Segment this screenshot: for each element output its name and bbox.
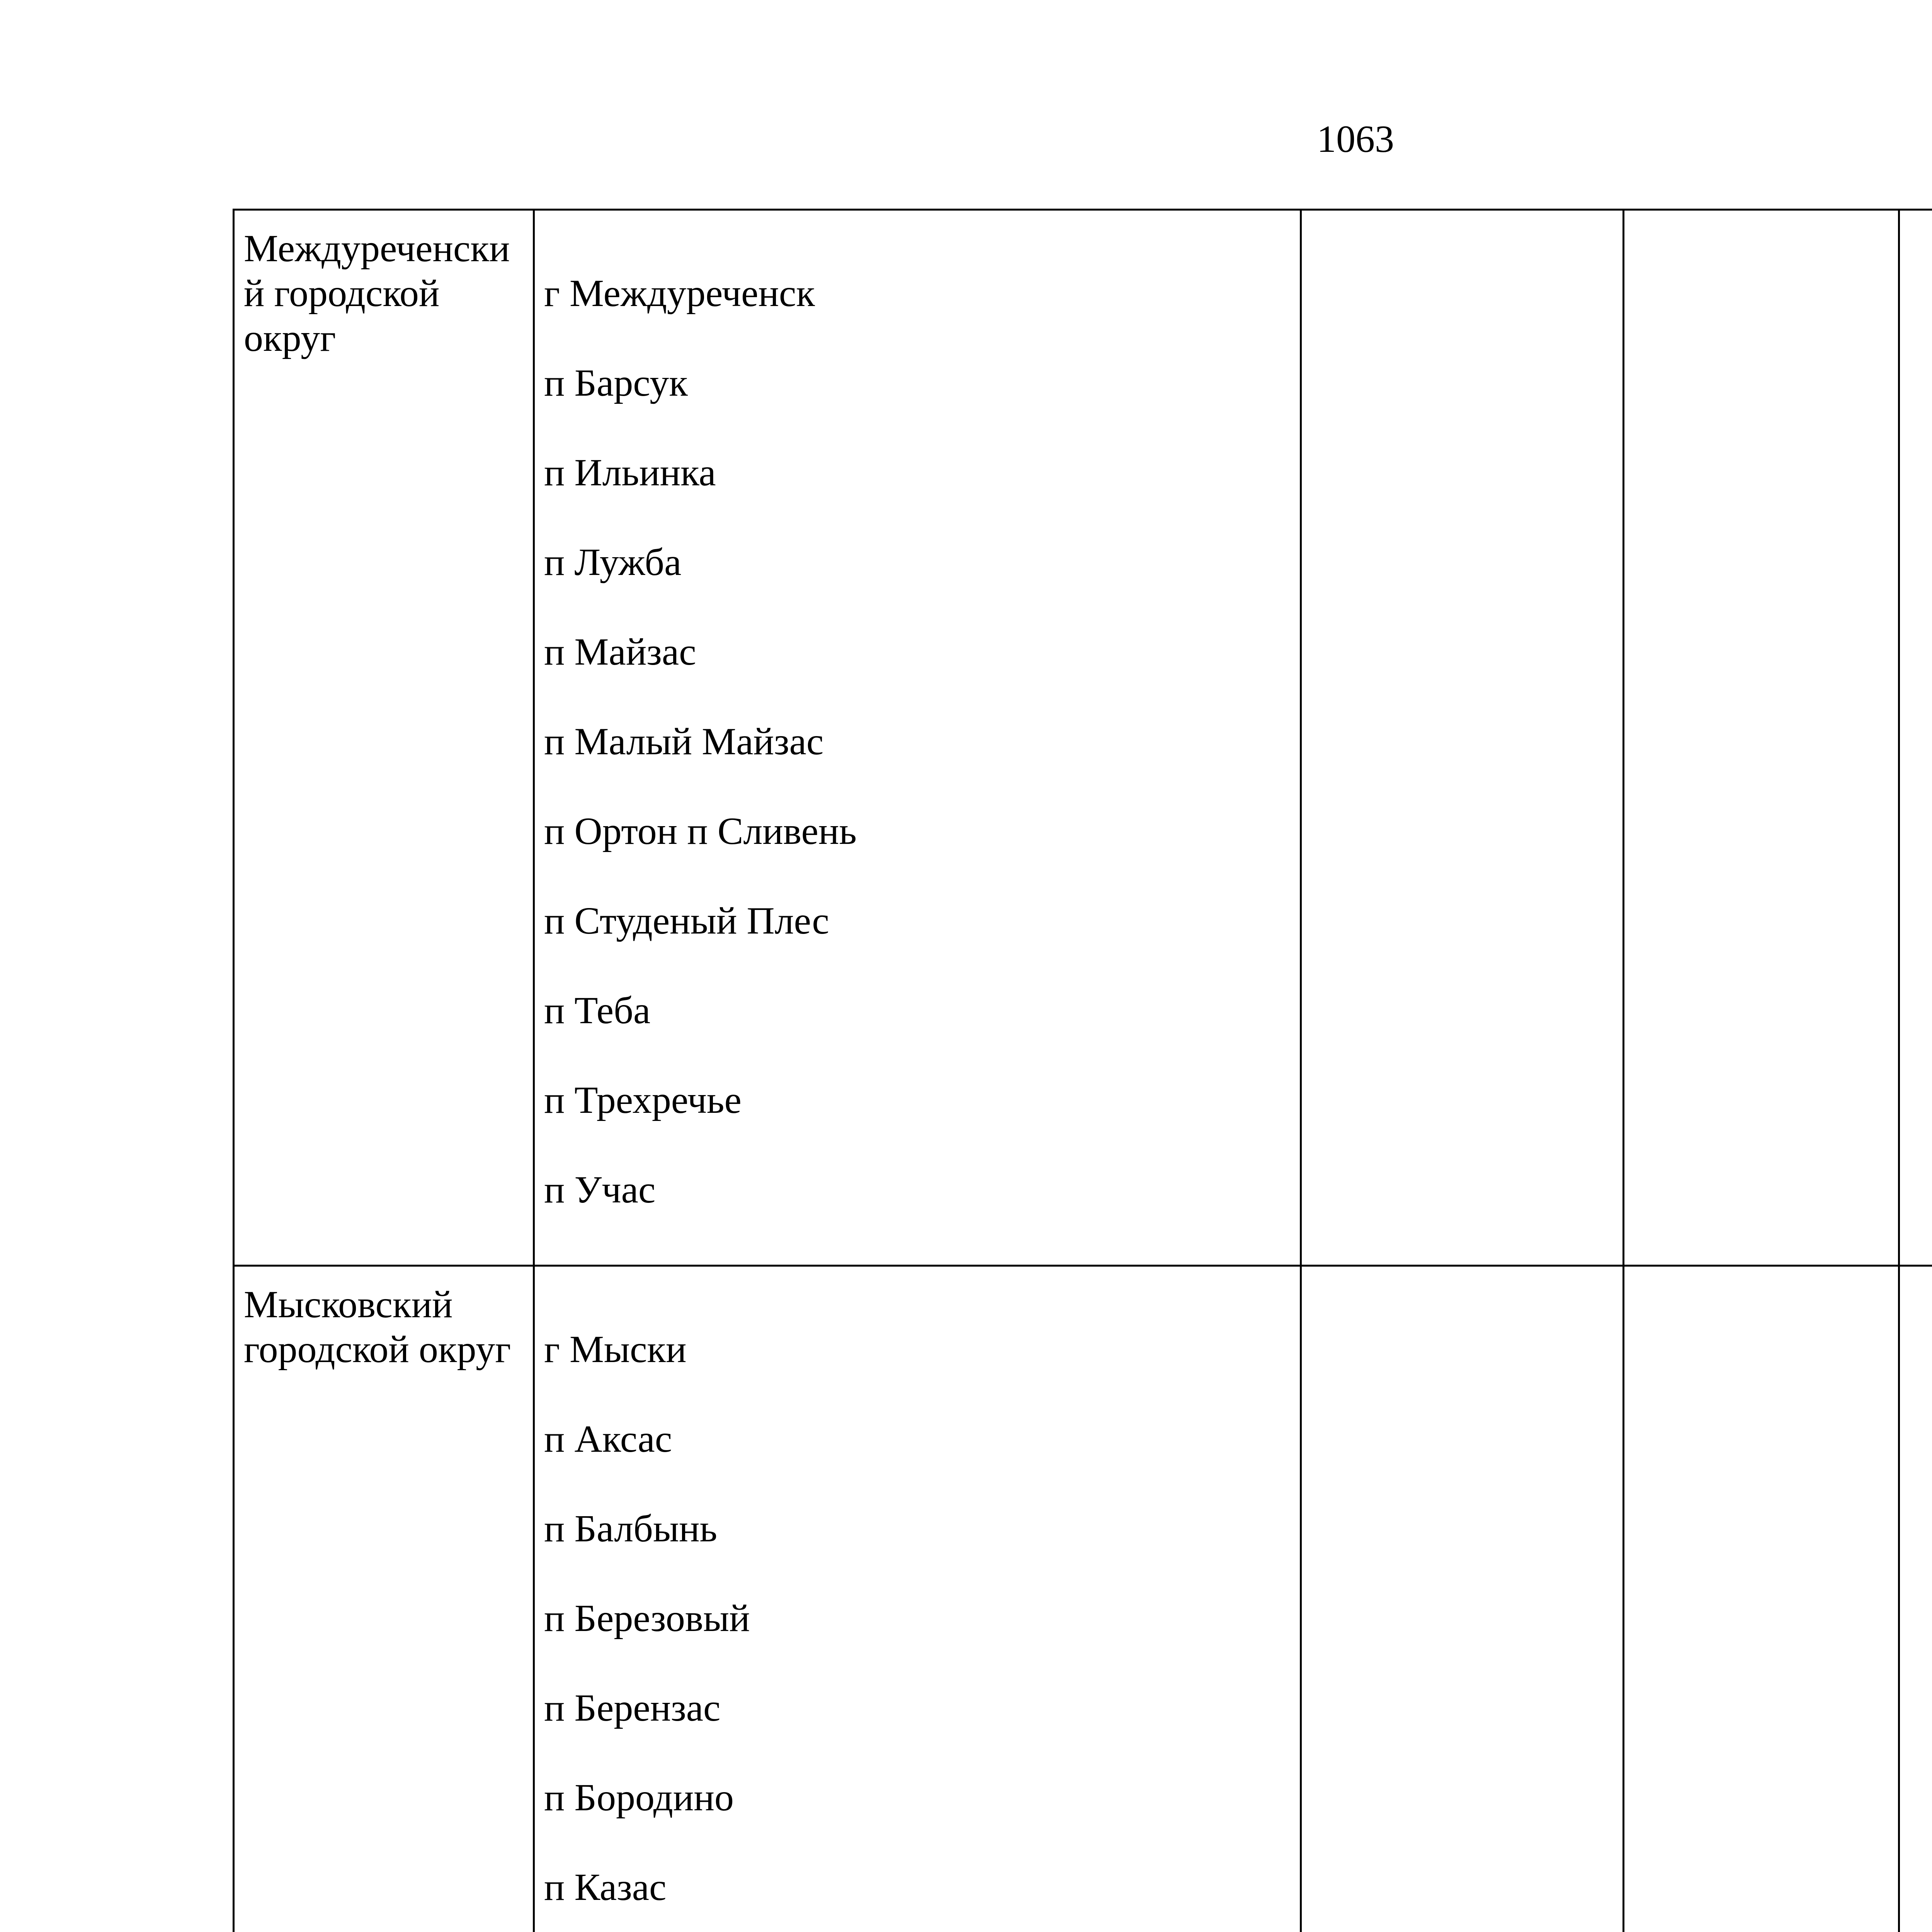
settlement-item: п Лужба xyxy=(544,540,1291,585)
empty-cell xyxy=(1624,210,1899,1266)
settlement-item: п Трехречье xyxy=(544,1078,1291,1122)
settlement-item: п Ортон п Сливень xyxy=(544,809,1291,854)
settlements-cell xyxy=(534,210,1301,1266)
table-row xyxy=(234,210,1932,1266)
settlement-item: п Барсук xyxy=(544,361,1291,405)
settlement-item: п Теба xyxy=(544,988,1291,1033)
settlements-table xyxy=(233,209,1932,1680)
settlements-cell xyxy=(534,1266,1301,1932)
empty-cell xyxy=(1301,1266,1624,1932)
settlement-item: п Малый Майзас xyxy=(544,719,1291,764)
settlement-item: п Ильинка xyxy=(544,450,1291,495)
settlement-item: п Аксас xyxy=(544,1417,1291,1461)
district-cell: Мысковский городской округ xyxy=(234,1266,534,1932)
settlement-item: п Березовый xyxy=(544,1596,1291,1641)
empty-cell xyxy=(1301,210,1624,1266)
settlement-item: п Бородино xyxy=(544,1775,1291,1820)
settlement-item: п Студеный Плес xyxy=(544,898,1291,943)
table-body xyxy=(233,209,1932,1932)
settlement-item: п Майзас xyxy=(544,629,1291,674)
settlement-item: п Берензас xyxy=(544,1685,1291,1730)
settlement-item: г Мыски xyxy=(544,1327,1291,1372)
district-cell: Междуреченски й городской округ xyxy=(234,210,534,1266)
page-number: 1063 xyxy=(0,116,1932,162)
empty-cell xyxy=(1624,1266,1899,1932)
table-row xyxy=(234,1266,1932,1932)
settlement-item: п Учас xyxy=(544,1167,1291,1212)
settlement-item: п Балбынь xyxy=(544,1506,1291,1551)
settlement-item: г Междуреченск xyxy=(544,271,1291,316)
settlement-item: п Казас xyxy=(544,1865,1291,1910)
empty-cell xyxy=(1899,1266,1932,1932)
empty-cell xyxy=(1899,210,1932,1266)
